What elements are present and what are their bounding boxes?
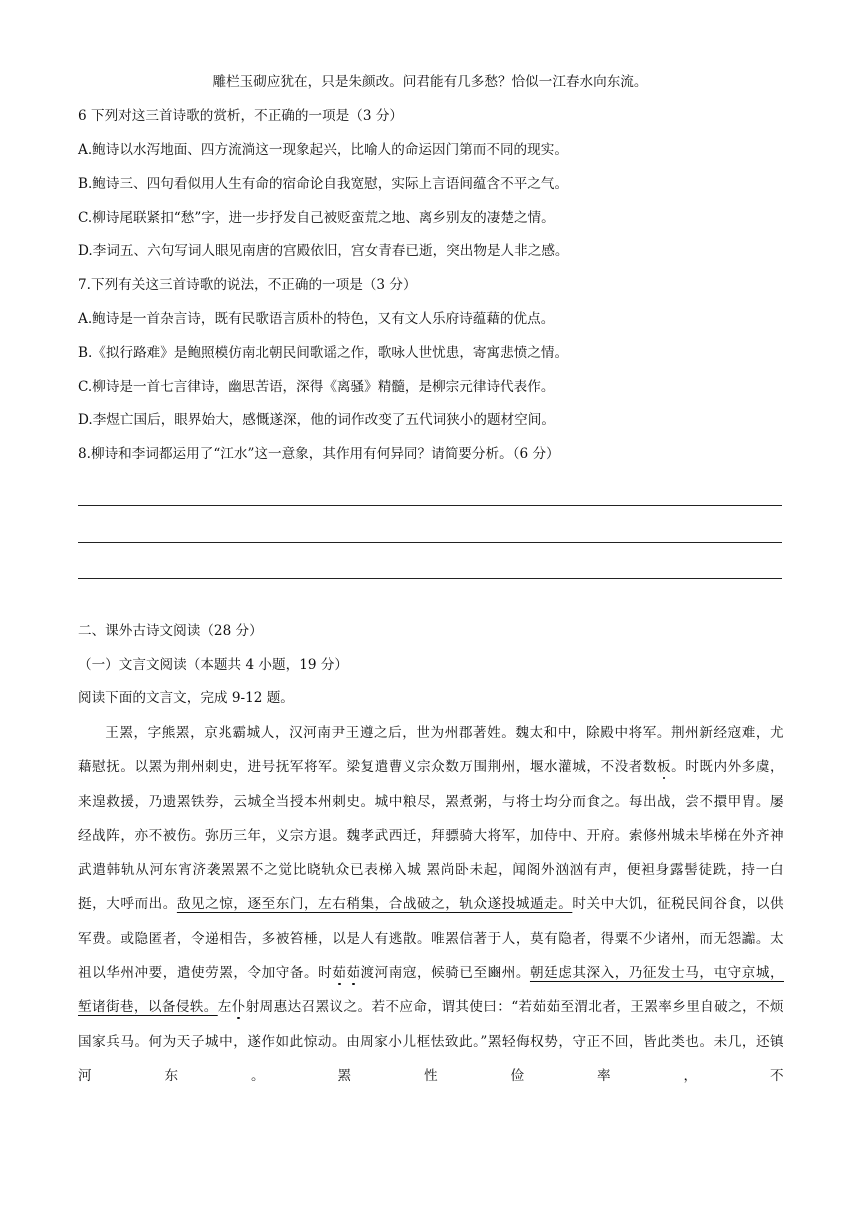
passage-text: 渡河南寇，候骑已至豳州。 xyxy=(360,965,530,982)
question-7-option-d: D.李煜亡国后，眼界始大，感慨遂深，他的词作改变了五代词狭小的题材空间。 xyxy=(78,412,555,428)
passage-text: 。时既内外多虞，来遑救援，乃遗罴铁券，云城全当授本州刺史。城中粮尽，罴煮粥，与将士均分而食之。每出战，尝不擐甲胄。屡经战阵，亦不被伤。弥历三年，义宗方退。魏孝武西迁，拜骠骑大将军，加侍中、开府。索修州城未毕梯在外齐神武遣韩轨从河东宵济袭罴罴不之觉比晓轨众已表梯入城 罴尚卧未起，闻阁外汹汹有声，便袒身露髻徒跣，持一白挺，大呼而出。 xyxy=(78,759,784,913)
poem-closing-line: 雕栏玉砌应犹在，只是朱颜改。问君能有几多愁？恰似一江春水向东流。 xyxy=(212,74,648,90)
question-7-option-c: C.柳诗是一首七言律诗，幽思苦语，深得《离骚》精髓，是柳宗元律诗代表作。 xyxy=(78,379,555,395)
answer-line xyxy=(78,578,782,579)
passage-text: 时关中大饥，征税民间谷食，以供军费。或隐匿者，令递相告，多被笞棰，以是人有逃散。唯罴信著于人，莫有隐者，得粟不少诸州，而无怨讟。太祖以华州冲要，遣使劳罴，令加守备。时 xyxy=(78,896,784,982)
emphasized-character: 茹 xyxy=(346,965,361,982)
question-8-stem: 8.柳诗和李词都运用了“江水”这一意象，其作用有何异同？请简要分析。（6 分） xyxy=(78,446,560,462)
emphasized-character: 茹 xyxy=(332,965,347,982)
answer-line xyxy=(78,542,782,543)
emphasized-character: 仆 xyxy=(231,999,246,1016)
answer-line xyxy=(78,505,782,506)
underlined-sentence-2: 朝廷虑其深入，乃征发士马，屯守京城，堑诸街巷，以备侵轶。 xyxy=(78,965,784,1016)
question-7-option-a: A.鲍诗是一首杂言诗，既有民歌语言质朴的特色，又有文人乐府诗蕴藉的优点。 xyxy=(78,311,555,327)
underlined-sentence-1: 敌见之惊，逐至东门，左右稍集，合战破之，轨众遂投城遁走。 xyxy=(176,896,573,913)
section-title: 二、课外古诗文阅读（28 分） xyxy=(78,623,263,639)
question-6-option-a: A.鲍诗以水泻地面、四方流淌这一现象起兴，比喻人的命运因门第而不同的现实。 xyxy=(78,142,568,158)
question-7-option-b: B.《拟行路难》是鲍照模仿南北朝民间歌谣之作，歌咏人世忧患，寄寓悲愤之情。 xyxy=(78,345,569,361)
passage-text: 王罴，字熊罴，京兆霸城人，汉河南尹王遵之后，世为州郡著姓。魏太和中，除殿中将军。荆州新经寇难，尤藉慰抚。以罴为荆州刺史，进号抚军将军。梁复遣曹义宗众数万围荆州，堰水灌城，不没者数 xyxy=(78,725,784,776)
question-7-stem: 7.下列有关这三首诗歌的说法，不正确的一项是（3 分） xyxy=(78,277,417,293)
section-instruction: 阅读下面的文言文，完成 9-12 题。 xyxy=(78,690,294,706)
question-6-option-c: C.柳诗尾联紧扣“愁”字，进一步抒发自己被贬蛮荒之地、离乡别友的凄楚之情。 xyxy=(78,210,555,226)
question-6-stem: 6 下列对这三首诗歌的赏析，不正确的一项是（3 分） xyxy=(78,108,404,124)
question-6-option-b: B.鲍诗三、四句看似用人生有命的宿命论自我宽慰，实际上言语间蕴含不平之气。 xyxy=(78,176,569,192)
classical-chinese-passage xyxy=(78,716,784,1093)
passage-text: 射周惠达召罴议之。若不应命，谓其使曰：“若茹茹至渭北者，王罴率乡里自破之，不烦国家兵马。何为天子城中，遂作如此惊动。由周家小儿框怯致此。”罴轻侮权势，守正不回，皆此类也。未几，还镇河东。罴性俭率，不 xyxy=(78,999,784,1084)
emphasized-character: 板 xyxy=(657,759,672,776)
question-6-option-d: D.李词五、六句写词人眼见南唐的宫殿依旧，宫女青春已逝，突出物是人非之感。 xyxy=(78,243,569,259)
section-subtitle: （一）文言文阅读（本题共 4 小题，19 分） xyxy=(78,657,349,673)
passage-text: 左 xyxy=(217,999,232,1016)
